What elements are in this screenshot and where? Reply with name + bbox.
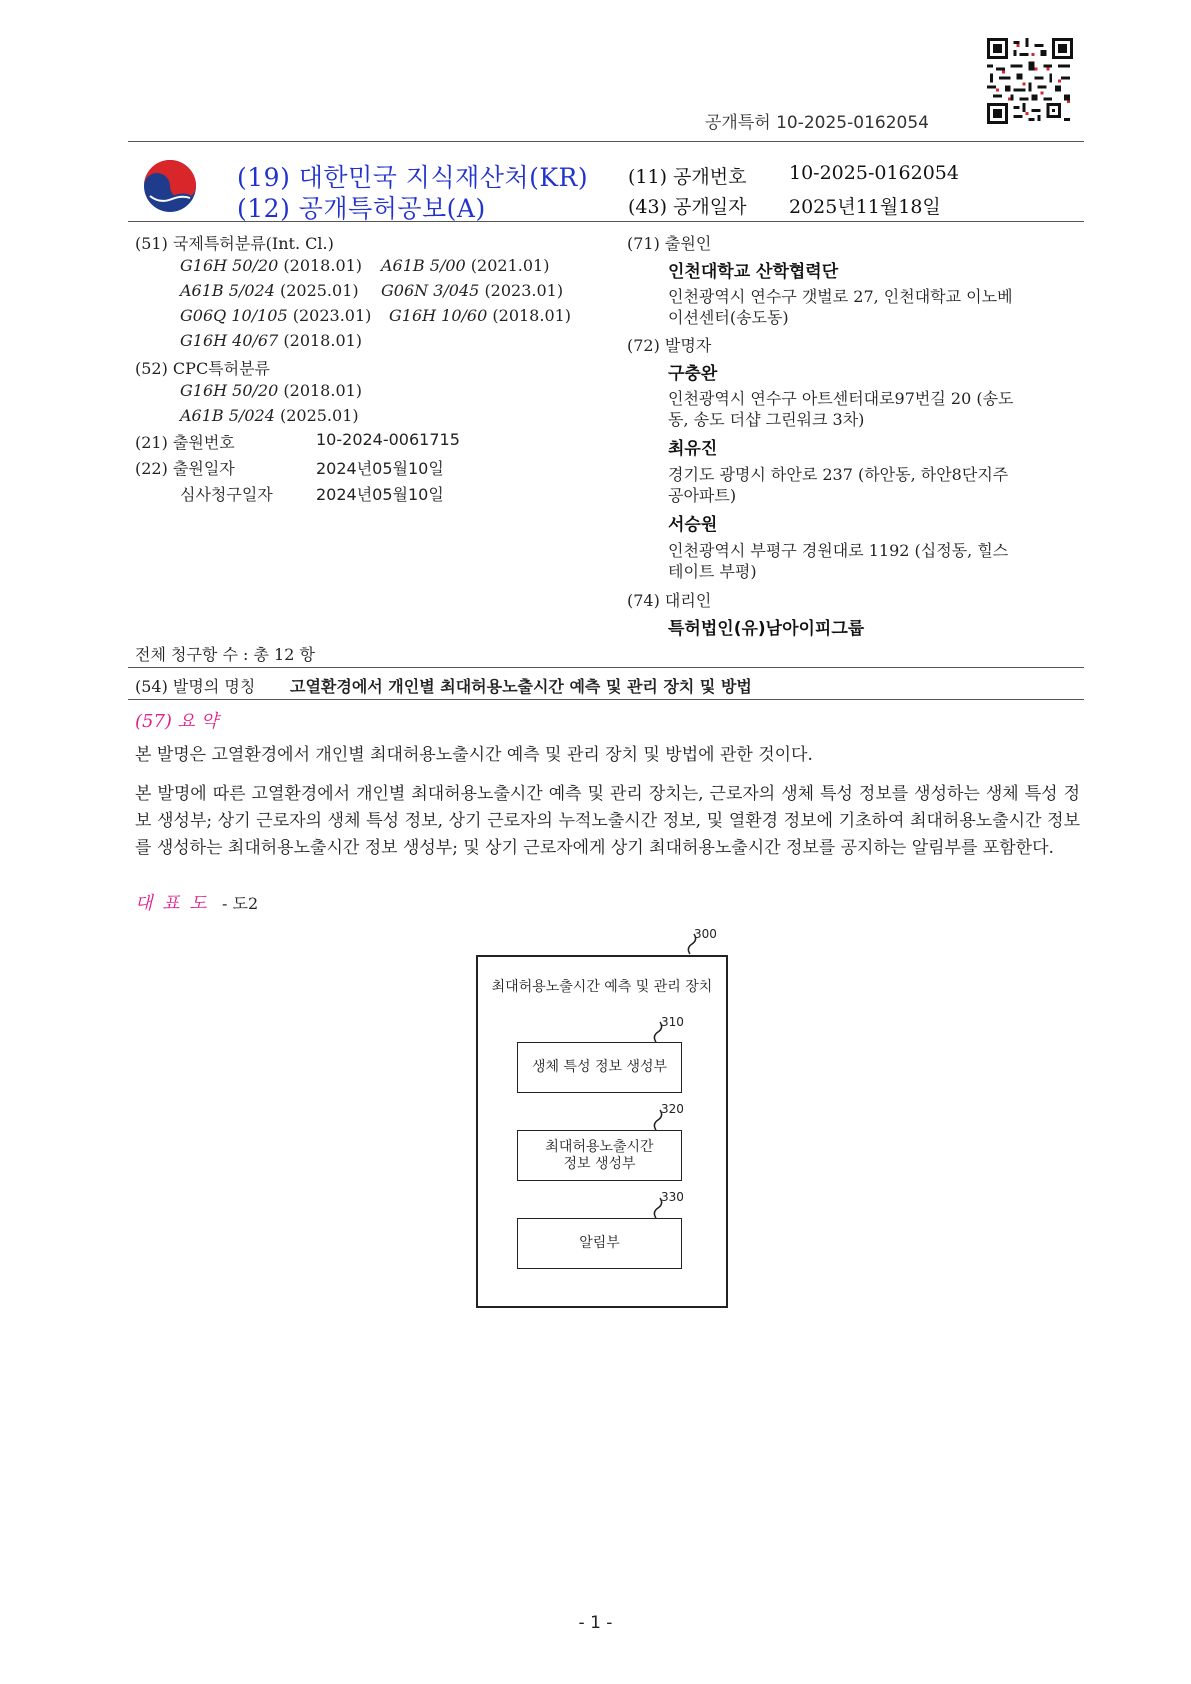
cpc-line-2 [180,406,359,425]
invention-title-label: (54) 발명의 명칭 [135,677,256,696]
notification-unit-label: 알림부 [579,1235,620,1251]
exam-request-date-value: 2024년05월10일 [316,485,444,504]
ipc-line-1b [381,256,549,275]
bio-info-generator-box [517,1042,682,1093]
cpc-code: G16H 50/20 [180,381,279,400]
inventor-1-address-2: 동, 송도 더샵 그린워크 3차) [668,410,865,429]
inventor-1-address-1: 인천광역시 연수구 아트센터대로97번길 20 (송도 [668,389,1014,408]
application-number-value: 10-2024-0061715 [316,430,460,449]
ipc-line-3 [180,306,371,325]
ipc-date: (2018.01) [492,306,572,325]
representative-figure-value: - 도2 [222,894,259,913]
ipc-date: (2023.01) [292,306,372,325]
inventor-2-name: 최유진 [668,439,718,459]
ipc-line-4 [180,331,362,350]
ref-320: 320 [661,1102,684,1116]
publication-date-label: (43) 공개일자 [628,196,747,218]
inventor-3-address-1: 인천광역시 부평구 경원대로 1192 (십정동, 힐스 [668,541,1009,560]
cpc-date: (2025.01) [279,406,359,425]
max-exposure-label-line-2: 정보 생성부 [563,1155,636,1172]
ipc-label: (51) 국제특허분류(Int. Cl.) [135,234,334,253]
abstract-heading: (57) 요 약 [135,711,219,732]
total-claims: 전체 청구항 수 : 총 12 항 [135,645,315,664]
max-exposure-info-generator-box [517,1130,682,1181]
ipc-code: A61B 5/00 [381,256,466,275]
bio-info-generator-label: 생체 특성 정보 생성부 [531,1059,668,1075]
inventor-3-name: 서승원 [668,515,718,535]
ref-310: 310 [661,1015,684,1029]
qr-code [987,38,1073,124]
representative-figure-label: 대 표 도 [135,893,209,914]
ipc-code: A61B 5/024 [180,281,275,300]
ipc-line-2b [381,281,563,300]
ipc-line-3b [389,306,571,325]
ipc-date: (2018.01) [283,256,363,275]
inventor-1-name: 구충완 [668,364,718,384]
applicant-address-1: 인천광역시 연수구 갯벌로 27, 인천대학교 이노베 [668,287,1013,306]
ref-330: 330 [661,1190,684,1204]
application-date-label: (22) 출원일자 [135,459,235,478]
title-top-rule [128,667,1084,668]
invention-title: 고열환경에서 개인별 최대허용노출시간 예측 및 관리 장치 및 방법 [290,677,752,696]
agent-name: 특허법인(유)남아이피그룹 [668,619,865,639]
inventor-2-address-2: 공아파트) [668,486,737,505]
applicant-name: 인천대학교 산학협력단 [668,262,839,282]
abstract-paragraph-2: 본 발명에 따른 고열환경에서 개인별 최대허용노출시간 예측 및 관리 장치는, 근로자의 생체 특성 정보를 생성하는 생체 특성 정보 생성부; 상기 근로자의 생체 특성 정보, 상기 근로자의 누적노출시간 정보, 및 열환경 정보에 기초하여 최대허용노출시간 정보를 생성하는 최대허용노출시간 정보 생성부; 및 상기 근로자에게 상기 최대허용노출시간 정보를 공지하는 알림부를 포함한다. [135,784,1080,858]
applicant-address-2: 이션센터(송도동) [668,308,789,327]
inventor-3-address-2: 테이트 부평) [668,562,757,581]
cpc-code: A61B 5/024 [180,406,275,425]
application-date-value: 2024년05월10일 [316,459,444,478]
ipc-date: (2023.01) [484,281,564,300]
publication-number-value: 10-2025-0162054 [789,162,959,184]
title-bottom-rule [128,699,1084,700]
notification-unit-box [517,1218,682,1269]
exam-request-date-label: 심사청구일자 [180,485,273,504]
publication-number-label: (11) 공개번호 [628,166,747,188]
top-publication-number: 공개특허 10-2025-0162054 [705,113,929,133]
inventor-label: (72) 발명자 [627,336,712,355]
cpc-date: (2018.01) [283,381,363,400]
ipc-code: G16H 40/67 [180,331,279,350]
publication-date-value: 2025년11월18일 [789,196,941,218]
ipc-code: G16H 50/20 [180,256,279,275]
application-number-label: (21) 출원번호 [135,433,235,452]
ref-300: 300 [694,927,717,941]
ipc-code: G06Q 10/105 [180,306,288,325]
ipc-code: G06N 3/045 [381,281,480,300]
applicant-label: (71) 출원인 [627,234,712,253]
header-top-rule [128,141,1084,142]
ipc-date: (2025.01) [279,281,359,300]
page-number: - 1 - [578,1613,613,1633]
agent-label: (74) 대리인 [627,591,712,610]
ipc-code: G16H 10/60 [389,306,488,325]
cpc-label: (52) CPC특허분류 [135,359,271,378]
cpc-line-1 [180,381,362,400]
inventor-2-address-1: 경기도 광명시 하안로 237 (하안동, 하안8단지주 [668,465,1009,484]
max-exposure-label-line-1: 최대허용노출시간 [545,1138,654,1155]
ipc-date: (2021.01) [470,256,550,275]
device-title: 최대허용노출시간 예측 및 관리 장치 [491,979,713,995]
header-bottom-rule [128,221,1084,222]
ipc-date: (2018.01) [283,331,363,350]
korea-ip-office-logo [142,158,198,214]
ipc-line-1 [180,256,362,275]
office-name: (19) 대한민국 지식재산처(KR) [237,163,589,192]
gazette-type: (12) 공개특허공보(A) [237,194,486,223]
ipc-line-2 [180,281,359,300]
abstract-paragraph-1: 본 발명은 고열환경에서 개인별 최대허용노출시간 예측 및 관리 장치 및 방법에 관한 것이다. [135,745,813,765]
